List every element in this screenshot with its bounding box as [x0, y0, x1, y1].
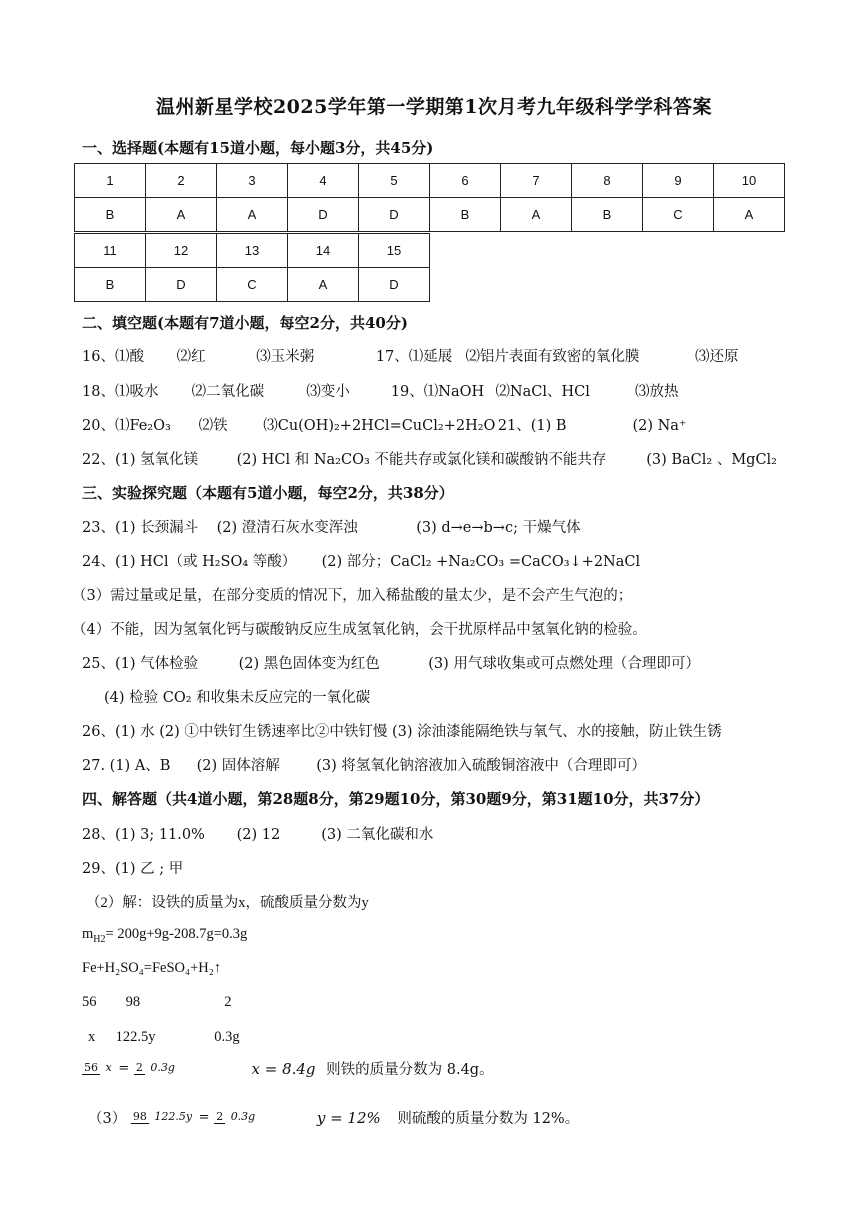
page-title: 温州新星学校2025学年第一学期第1次月考九年级科学学科答案: [155, 96, 713, 118]
answer-cell: B: [430, 198, 501, 232]
q24-part2: (2) 部分；CaCl₂ +Na₂CO₃ =CaCO₃↓+2NaCl: [321, 554, 641, 570]
fraction-2-over-03g: 2 0.3g: [135, 1061, 175, 1074]
result-y: y = 12%: [316, 1108, 381, 1127]
q17-part2: ⑵铝片表面有致密的氧化膜: [465, 349, 640, 365]
q25-part2: (2) 黑色固体变为红色: [238, 656, 380, 672]
answer-line-q16-q17: [82, 345, 739, 366]
answer-cell: B: [572, 198, 643, 232]
question-number-cell: 2: [146, 164, 217, 198]
molar-mass-fe: 56: [82, 994, 97, 1010]
answer-cell: A: [501, 198, 572, 232]
quantity-y: 122.5y: [115, 1029, 156, 1045]
q20-part1: 20、⑴Fe₂O₃: [82, 418, 171, 434]
answer-cell: A: [714, 198, 785, 232]
mass-calculation: = 200g+9g-208.7g=0.3g: [105, 926, 248, 942]
q16-part3: ⑶玉米粥: [256, 349, 315, 365]
q28-part2: (2) 12: [236, 827, 281, 843]
q18-part2: ⑵二氧化碳: [191, 384, 265, 400]
q22-part1: 22、(1) 氢氧化镁: [82, 452, 199, 468]
question-number-cell: 1: [75, 164, 146, 198]
answer-line-equation: Fe+H₂SO₄=FeSO₄+H₂↑: [82, 960, 222, 976]
answer-cell: B: [75, 268, 146, 302]
section4-heading: 四、解答题（共4道小题，第28题8分，第29题10分，第30题9分，第31题10分，共37分）: [82, 790, 710, 808]
section2-heading: 二、填空题(本题有7道小题，每空2分，共40分): [82, 314, 408, 332]
answer-cell: A: [288, 268, 359, 302]
question-number-cell: 15: [359, 234, 430, 268]
result-x: x = 8.4g: [251, 1059, 316, 1078]
answer-cell: B: [75, 198, 146, 232]
quantity-x: x: [88, 1029, 96, 1045]
answer-line-q28: [82, 823, 433, 844]
q21-part2: (2) Na⁺: [632, 418, 687, 434]
q29-part3-label: （3）: [88, 1111, 127, 1127]
q20-part2: ⑵铁: [198, 418, 228, 434]
q17-part1: 17、⑴延展: [375, 349, 453, 365]
question-number-cell: 13: [217, 234, 288, 268]
question-number-cell: 3: [217, 164, 288, 198]
q23-part2: (2) 澄清石灰水变浑浊: [216, 520, 358, 536]
q16-part2: ⑵红: [176, 349, 206, 365]
q27-part1: 27. (1) A、B: [82, 758, 171, 774]
section1-heading: 一、选择题(本题有15道小题，每小题3分，共45分): [82, 139, 434, 157]
answer-table-row2: [74, 233, 430, 302]
q19-part2: ⑵NaCl、HCl: [495, 384, 590, 400]
q23-part1: 23、(1) 长颈漏斗: [82, 520, 199, 536]
q20-part3: ⑶Cu(OH)₂+2HCl=CuCl₂+2H₂O: [263, 418, 496, 434]
q22-part2: (2) HCl 和 Na₂CO₃ 不能共存或氯化镁和碳酸钠不能共存: [236, 452, 607, 468]
question-number-cell: 14: [288, 234, 359, 268]
q16-part1: 16、⑴酸: [82, 349, 144, 365]
q25-part1: 25、(1) 气体检验: [82, 656, 199, 672]
answer-line-q29-1: 29、(1) 乙 ; 甲: [82, 861, 184, 877]
answer-cell: D: [288, 198, 359, 232]
answer-line-molar-masses: [82, 994, 232, 1011]
answer-cell: D: [146, 268, 217, 302]
answer-line-q22: [82, 448, 777, 469]
answer-line-q25-4: (4) 检验 CO₂ 和收集未反应完的一氧化碳: [104, 690, 371, 706]
answer-line-q27: [82, 754, 646, 775]
q28-part3: (3) 二氧化碳和水: [321, 827, 434, 843]
question-number-cell: 6: [430, 164, 501, 198]
molar-mass-h2so4: 98: [125, 994, 141, 1010]
mass-symbol: m: [82, 926, 94, 942]
answer-line-q26: 26、(1) 水 (2) ①中铁钉生锈速率比②中铁钉慢 (3) 涂油漆能隔绝铁与氧气、水的接触，防止铁生锈: [82, 724, 722, 740]
answer-line-q24-1-2: [82, 550, 640, 571]
question-number-cell: 8: [572, 164, 643, 198]
q18-part1: 18、⑴吸水: [82, 384, 159, 400]
answer-cell: C: [217, 268, 288, 302]
answer-line-proportion-y: （3） 98 122.5y = 2 0.3g y = 12% 则硫酸的质量分数为 12%。: [88, 1108, 580, 1127]
q24-part1: 24、(1) HCl（或 H₂SO₄ 等酸）: [82, 554, 297, 570]
answer-cell: A: [146, 198, 217, 232]
answer-cell: A: [217, 198, 288, 232]
q21-part1: 21、(1) B: [497, 418, 567, 434]
answer-table-row1: [74, 163, 785, 232]
answer-line-q29-2: （2）解：设铁的质量为x，硫酸质量分数为y: [86, 895, 369, 911]
question-number-cell: 11: [75, 234, 146, 268]
answer-line-q25-1-3: [82, 652, 700, 673]
fraction-98-over-122y: 98 122.5y: [132, 1110, 193, 1123]
answer-line-q24-3: （3）需过量或足量，在部分变质的情况下，加入稀盐酸的量太少，是不会产生气泡的；: [72, 588, 633, 604]
molar-mass-h2: 2: [224, 994, 232, 1010]
answer-line-hydrogen-mass: [82, 926, 247, 945]
q17-part3: ⑶还原: [695, 349, 739, 365]
answer-cell: D: [359, 198, 430, 232]
q19-part1: 19、⑴NaOH: [390, 384, 485, 400]
answer-line-q18-q19: [82, 380, 679, 401]
answer-cell: D: [359, 268, 430, 302]
answer-line-q23: [82, 516, 581, 537]
answer-line-quantities: [88, 1029, 240, 1046]
question-number-cell: 4: [288, 164, 359, 198]
question-number-cell: 12: [146, 234, 217, 268]
result-x-text: 则铁的质量分数为 8.4g。: [326, 1062, 494, 1078]
question-number-cell: 10: [714, 164, 785, 198]
fraction-56-over-x: 56 x: [84, 1061, 112, 1074]
answer-line-q24-4: （4）不能，因为氢氧化钙与碳酸钠反应生成氢氧化钠，会干扰原样品中氢氧化钠的检验。: [72, 622, 647, 638]
q27-part2: (2) 固体溶解: [196, 758, 280, 774]
question-number-cell: 5: [359, 164, 430, 198]
answer-cell: C: [643, 198, 714, 232]
answer-line-q20-q21: [82, 414, 687, 435]
q25-part3: (3) 用气球收集或可点燃处理（合理即可）: [428, 656, 700, 672]
answer-line-proportion-x: 56 x = 2 0.3g x = 8.4g 则铁的质量分数为 8.4g。: [84, 1059, 494, 1078]
question-number-cell: 9: [643, 164, 714, 198]
fraction-2-over-03g-b: 2 0.3g: [216, 1110, 256, 1123]
quantity-h2: 0.3g: [214, 1029, 240, 1045]
result-y-text: 则硫酸的质量分数为 12%。: [397, 1111, 580, 1127]
section3-heading: 三、实验探究题（本题有5道小题，每空2分，共38分）: [82, 484, 454, 502]
question-number-cell: 7: [501, 164, 572, 198]
q28-part1: 28、(1) 3; 11.0%: [82, 827, 205, 843]
q27-part3: (3) 将氢氧化钠溶液加入硫酸铜溶液中（合理即可）: [316, 758, 646, 774]
q19-part3: ⑶放热: [635, 384, 679, 400]
q18-part3: ⑶变小: [306, 384, 350, 400]
mass-subscript: H2: [93, 933, 106, 945]
q23-part3: (3) d→e→b→c; 干燥气体: [416, 520, 581, 536]
q22-part3: (3) BaCl₂ 、MgCl₂: [646, 452, 777, 468]
